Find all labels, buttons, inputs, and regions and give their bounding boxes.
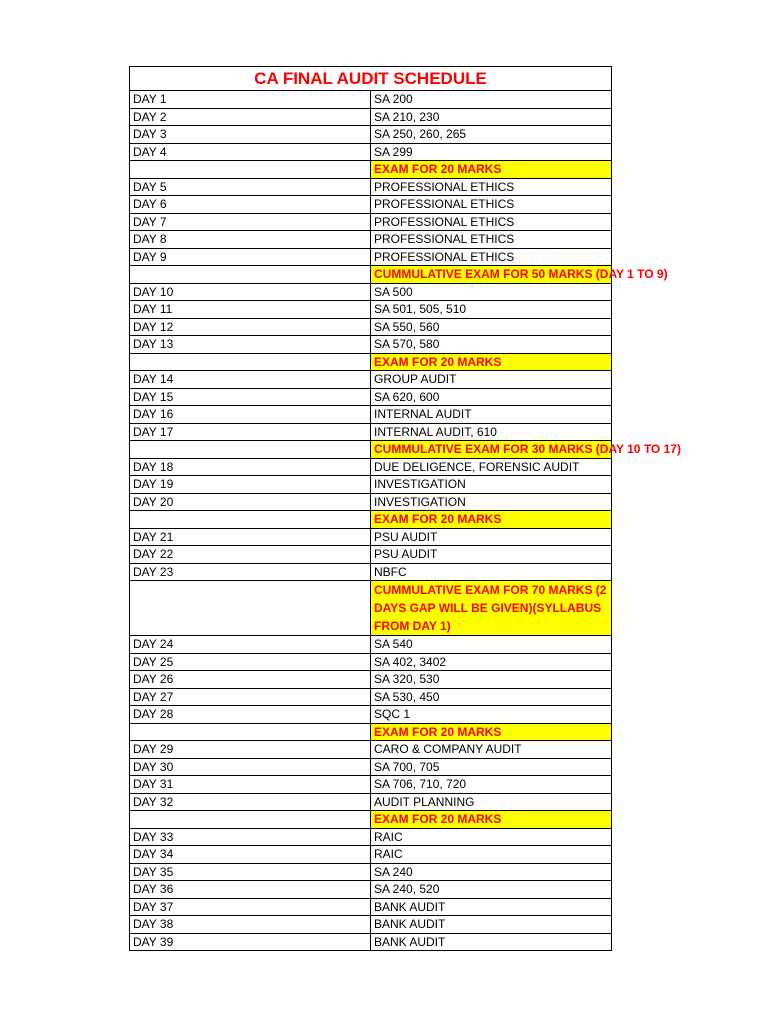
day-cell: DAY 39	[130, 933, 371, 951]
topic-cell: PROFESSIONAL ETHICS	[371, 178, 612, 196]
day-cell: DAY 18	[130, 458, 371, 476]
table-row	[130, 863, 612, 881]
day-cell: DAY 7	[130, 213, 371, 231]
day-cell: DAY 1	[130, 91, 371, 109]
topic-cell: SA 250, 260, 265	[371, 126, 612, 144]
topic-cell: NBFC	[371, 563, 612, 581]
exam-row	[130, 353, 612, 371]
topic-cell: SA 570, 580	[371, 336, 612, 354]
topic-cell: SA 200	[371, 91, 612, 109]
table-row	[130, 213, 612, 231]
topic-cell: RAIC	[371, 828, 612, 846]
table-row	[130, 706, 612, 724]
table-row	[130, 546, 612, 564]
day-cell	[130, 441, 371, 459]
topic-cell: SA 210, 230	[371, 108, 612, 126]
table-row	[130, 126, 612, 144]
day-cell	[130, 581, 371, 636]
table-row	[130, 318, 612, 336]
table-row	[130, 881, 612, 899]
topic-cell: SA 530, 450	[371, 688, 612, 706]
exam-cell: EXAM FOR 20 MARKS	[371, 723, 612, 741]
topic-cell: DUE DELIGENCE, FORENSIC AUDIT	[371, 458, 612, 476]
day-cell: DAY 11	[130, 301, 371, 319]
day-cell: DAY 14	[130, 371, 371, 389]
topic-cell: SA 500	[371, 283, 612, 301]
topic-cell: SA 540	[371, 636, 612, 654]
exam-cell: CUMMULATIVE EXAM FOR 50 MARKS (DAY 1 TO 9)	[371, 266, 612, 284]
day-cell: DAY 2	[130, 108, 371, 126]
topic-cell: PROFESSIONAL ETHICS	[371, 231, 612, 249]
day-cell	[130, 511, 371, 529]
topic-cell: SA 299	[371, 143, 612, 161]
table-row	[130, 846, 612, 864]
table-row	[130, 388, 612, 406]
table-row	[130, 283, 612, 301]
exam-cell: CUMMULATIVE EXAM FOR 30 MARKS (DAY 10 TO 17)	[371, 441, 612, 459]
topic-cell: AUDIT PLANNING	[371, 793, 612, 811]
table-row	[130, 458, 612, 476]
table-row	[130, 143, 612, 161]
exam-cell: EXAM FOR 20 MARKS	[371, 811, 612, 829]
exam-cell: EXAM FOR 20 MARKS	[371, 353, 612, 371]
exam-row	[130, 266, 612, 284]
day-cell	[130, 723, 371, 741]
table-row	[130, 793, 612, 811]
day-cell: DAY 3	[130, 126, 371, 144]
day-cell: DAY 34	[130, 846, 371, 864]
day-cell: DAY 20	[130, 493, 371, 511]
day-cell: DAY 19	[130, 476, 371, 494]
table-row	[130, 741, 612, 759]
topic-cell: SA 620, 600	[371, 388, 612, 406]
table-row	[130, 653, 612, 671]
topic-cell: INVESTIGATION	[371, 493, 612, 511]
day-cell: DAY 21	[130, 528, 371, 546]
topic-cell: INTERNAL AUDIT	[371, 406, 612, 424]
topic-cell: SA 700, 705	[371, 758, 612, 776]
topic-cell: SQC 1	[371, 706, 612, 724]
day-cell: DAY 36	[130, 881, 371, 899]
day-cell: DAY 35	[130, 863, 371, 881]
table-row	[130, 776, 612, 794]
day-cell: DAY 6	[130, 196, 371, 214]
day-cell: DAY 17	[130, 423, 371, 441]
exam-row	[130, 511, 612, 529]
table-row	[130, 671, 612, 689]
topic-cell: SA 501, 505, 510	[371, 301, 612, 319]
day-cell: DAY 22	[130, 546, 371, 564]
schedule-title: CA FINAL AUDIT SCHEDULE	[130, 67, 612, 91]
day-cell: DAY 13	[130, 336, 371, 354]
exam-row	[130, 723, 612, 741]
table-row	[130, 688, 612, 706]
topic-cell: SA 240, 520	[371, 881, 612, 899]
topic-cell: INVESTIGATION	[371, 476, 612, 494]
topic-cell: PROFESSIONAL ETHICS	[371, 196, 612, 214]
table-row	[130, 476, 612, 494]
day-cell: DAY 32	[130, 793, 371, 811]
schedule-body	[130, 67, 681, 951]
table-row	[130, 758, 612, 776]
day-cell	[130, 811, 371, 829]
day-cell: DAY 5	[130, 178, 371, 196]
day-cell: DAY 33	[130, 828, 371, 846]
day-cell: DAY 10	[130, 283, 371, 301]
day-cell: DAY 8	[130, 231, 371, 249]
table-row	[130, 493, 612, 511]
topic-cell: CARO & COMPANY AUDIT	[371, 741, 612, 759]
topic-cell: INTERNAL AUDIT, 610	[371, 423, 612, 441]
day-cell: DAY 24	[130, 636, 371, 654]
table-row	[130, 336, 612, 354]
table-row	[130, 933, 612, 951]
table-row	[130, 91, 612, 109]
table-row	[130, 916, 612, 934]
day-cell: DAY 16	[130, 406, 371, 424]
day-cell	[130, 161, 371, 179]
table-row	[130, 828, 612, 846]
topic-cell: PSU AUDIT	[371, 528, 612, 546]
day-cell: DAY 30	[130, 758, 371, 776]
table-row	[130, 528, 612, 546]
title-row	[130, 67, 612, 91]
exam-cell: EXAM FOR 20 MARKS	[371, 161, 612, 179]
topic-cell: BANK AUDIT	[371, 898, 612, 916]
table-row	[130, 898, 612, 916]
day-cell: DAY 4	[130, 143, 371, 161]
day-cell: DAY 15	[130, 388, 371, 406]
topic-cell: SA 706, 710, 720	[371, 776, 612, 794]
topic-cell: SA 550, 560	[371, 318, 612, 336]
table-row	[130, 196, 612, 214]
day-cell: DAY 23	[130, 563, 371, 581]
day-cell: DAY 31	[130, 776, 371, 794]
day-cell: DAY 12	[130, 318, 371, 336]
table-row	[130, 563, 612, 581]
table-row	[130, 231, 612, 249]
day-cell: DAY 37	[130, 898, 371, 916]
topic-cell: SA 320, 530	[371, 671, 612, 689]
topic-cell: PROFESSIONAL ETHICS	[371, 248, 612, 266]
exam-cell: EXAM FOR 20 MARKS	[371, 511, 612, 529]
topic-cell: SA 402, 3402	[371, 653, 612, 671]
table-row	[130, 301, 612, 319]
exam-cell: CUMMULATIVE EXAM FOR 70 MARKS (2 DAYS GAP WILL BE GIVEN)(SYLLABUS FROM DAY 1)	[371, 581, 612, 636]
exam-row	[130, 811, 612, 829]
table-row	[130, 178, 612, 196]
day-cell: DAY 25	[130, 653, 371, 671]
table-row	[130, 636, 612, 654]
table-row	[130, 406, 612, 424]
topic-cell: GROUP AUDIT	[371, 371, 612, 389]
topic-cell: PSU AUDIT	[371, 546, 612, 564]
day-cell: DAY 38	[130, 916, 371, 934]
topic-cell: BANK AUDIT	[371, 933, 612, 951]
topic-cell: BANK AUDIT	[371, 916, 612, 934]
table-row	[130, 371, 612, 389]
day-cell: DAY 27	[130, 688, 371, 706]
table-row	[130, 248, 612, 266]
schedule-table	[129, 66, 681, 951]
day-cell: DAY 9	[130, 248, 371, 266]
topic-cell: RAIC	[371, 846, 612, 864]
topic-cell: SA 240	[371, 863, 612, 881]
day-cell: DAY 26	[130, 671, 371, 689]
topic-cell: PROFESSIONAL ETHICS	[371, 213, 612, 231]
day-cell	[130, 353, 371, 371]
exam-row	[130, 441, 612, 459]
day-cell: DAY 28	[130, 706, 371, 724]
day-cell: DAY 29	[130, 741, 371, 759]
exam-row	[130, 161, 612, 179]
exam-row	[130, 581, 612, 636]
table-row	[130, 423, 612, 441]
day-cell	[130, 266, 371, 284]
table-row	[130, 108, 612, 126]
